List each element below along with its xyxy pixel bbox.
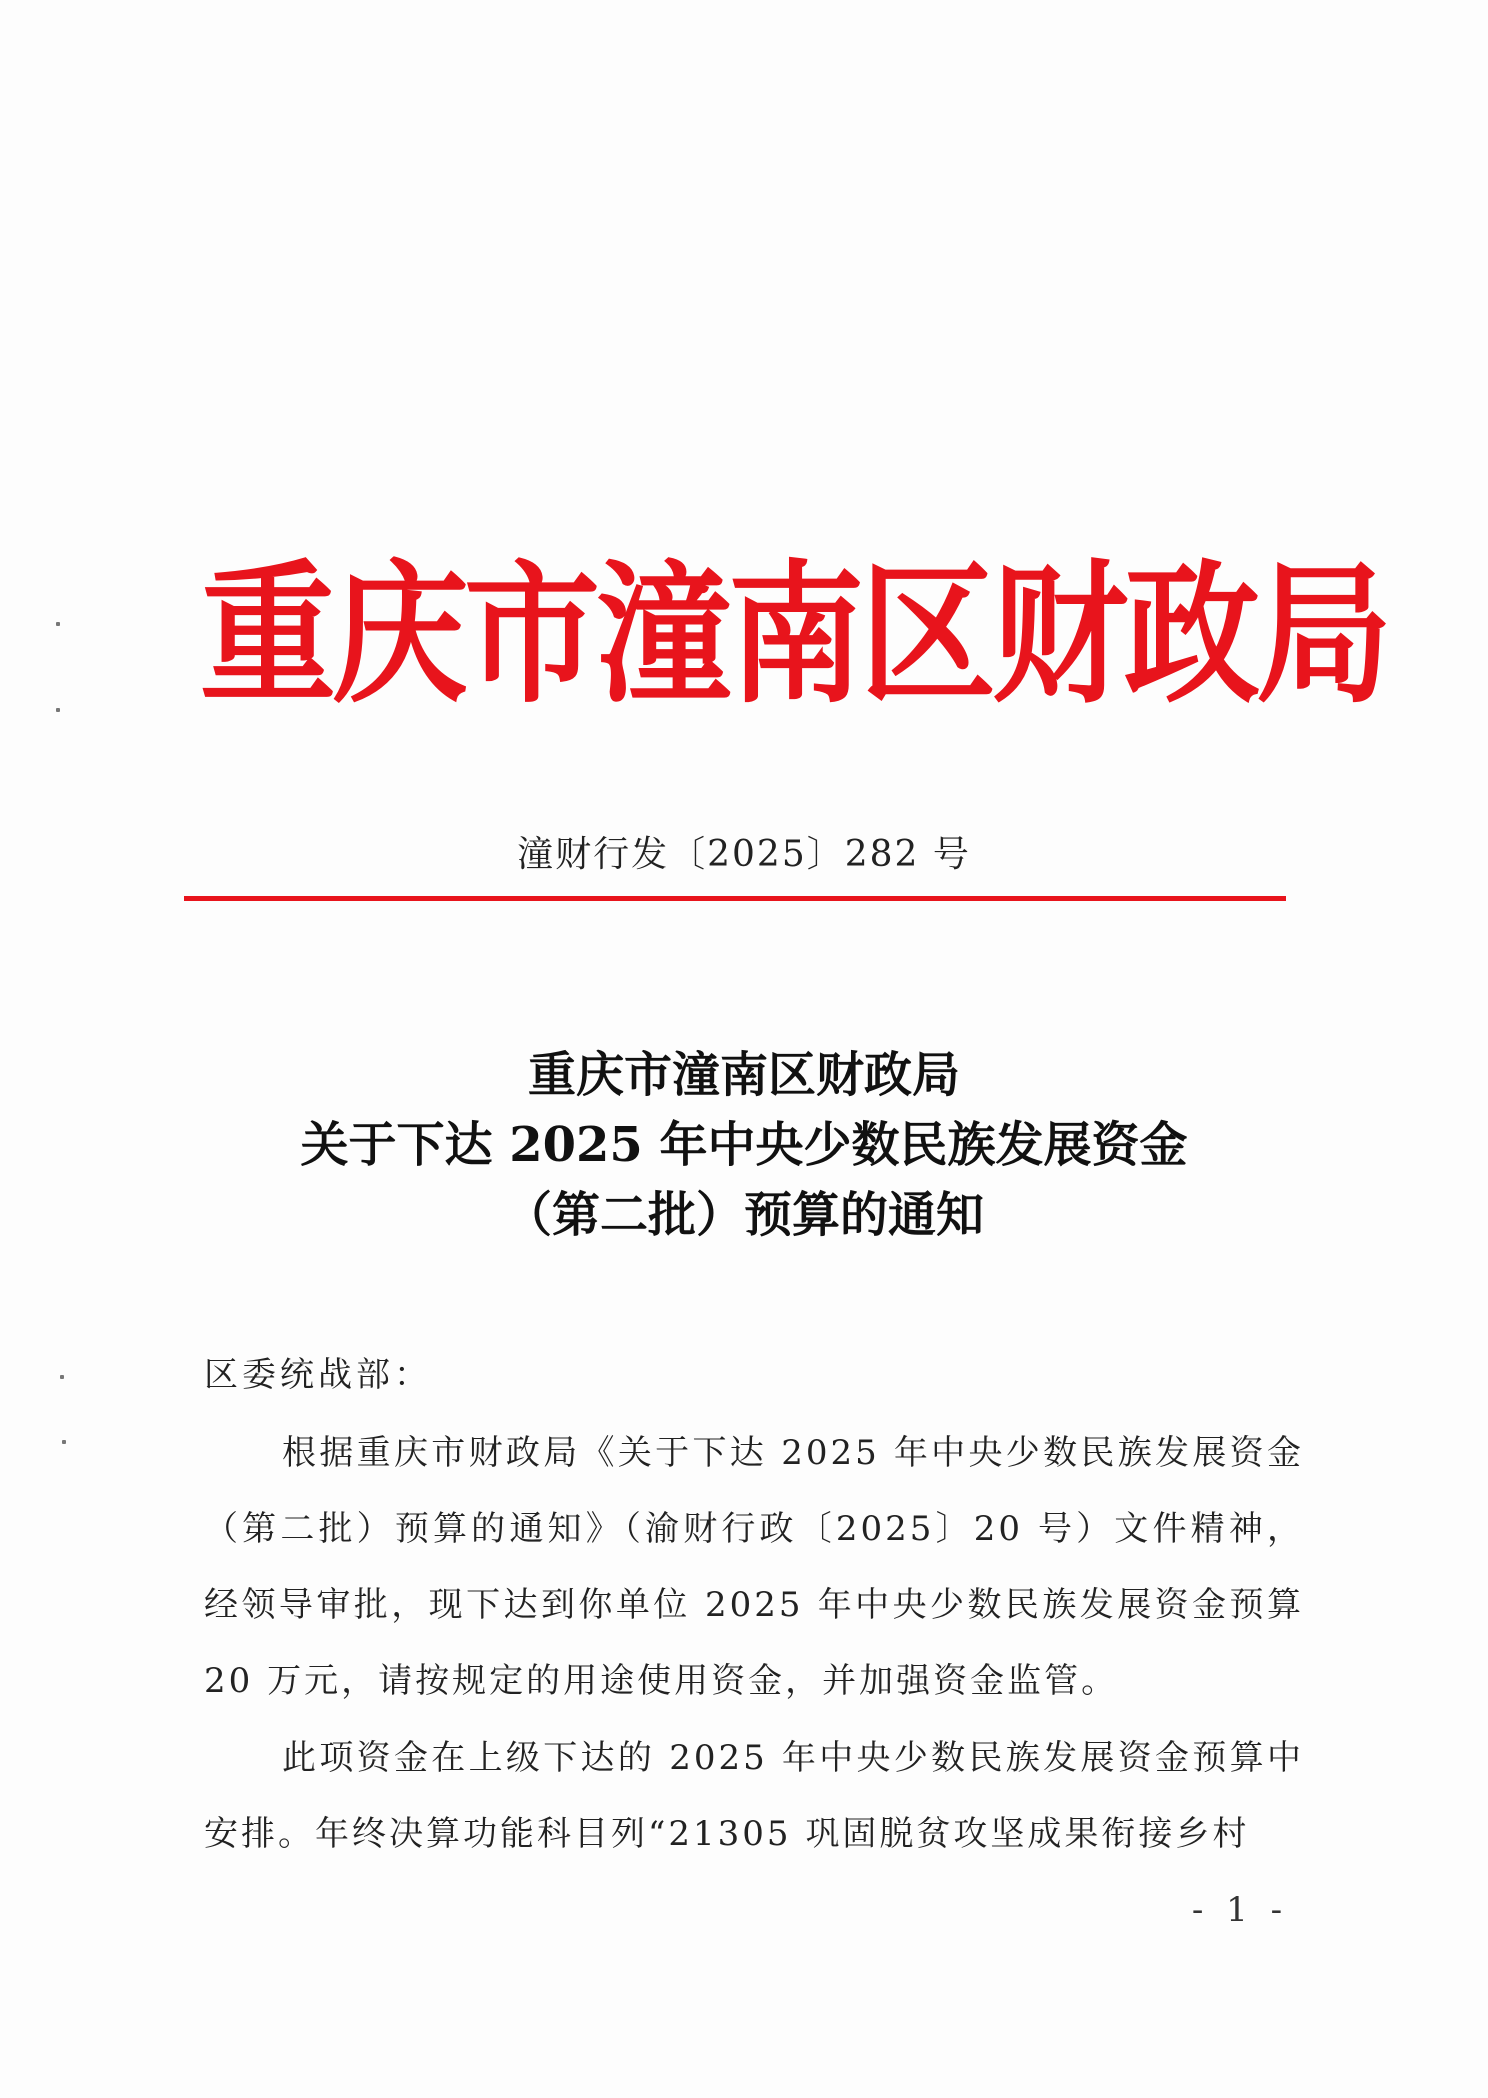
scan-speck	[60, 1375, 64, 1379]
paragraph-text: 根据重庆市财政局《关于下达 2025 年中央少数民族发展资金（第二批）预算的通知》（渝财行政〔2025〕20 号）文件精神，经领导审批，现下达到你单位 2025 年中央少数民族发展资金预算 20 万元，请按规定的用途使用资金，并加强资金监管。	[204, 1433, 1304, 1701]
document-number: 潼财行发〔2025〕282 号	[517, 834, 971, 875]
body-paragraph-2	[204, 1720, 1304, 1872]
issuing-authority-header: 重庆市潼南区财政局	[200, 545, 1388, 725]
title-line-2: 关于下达 2025 年中央少数民族发展资金	[300, 1117, 1188, 1173]
title-line-1: 重庆市潼南区财政局	[527, 1047, 960, 1103]
scan-speck	[56, 708, 60, 712]
scan-speck	[56, 622, 60, 626]
red-separator-line	[184, 896, 1286, 901]
page-number: - 1 -	[1191, 1890, 1289, 1930]
document-title	[0, 1040, 1488, 1250]
salutation: 区委统战部：	[204, 1355, 432, 1395]
body-paragraph-1	[204, 1415, 1304, 1719]
title-line-3: （第二批）预算的通知	[503, 1187, 984, 1243]
scan-speck	[62, 1440, 66, 1444]
paragraph-text: 此项资金在上级下达的 2025 年中央少数民族发展资金预算中安排。年终决算功能科目列“21305 巩固脱贫攻坚成果衔接乡村	[204, 1738, 1304, 1854]
